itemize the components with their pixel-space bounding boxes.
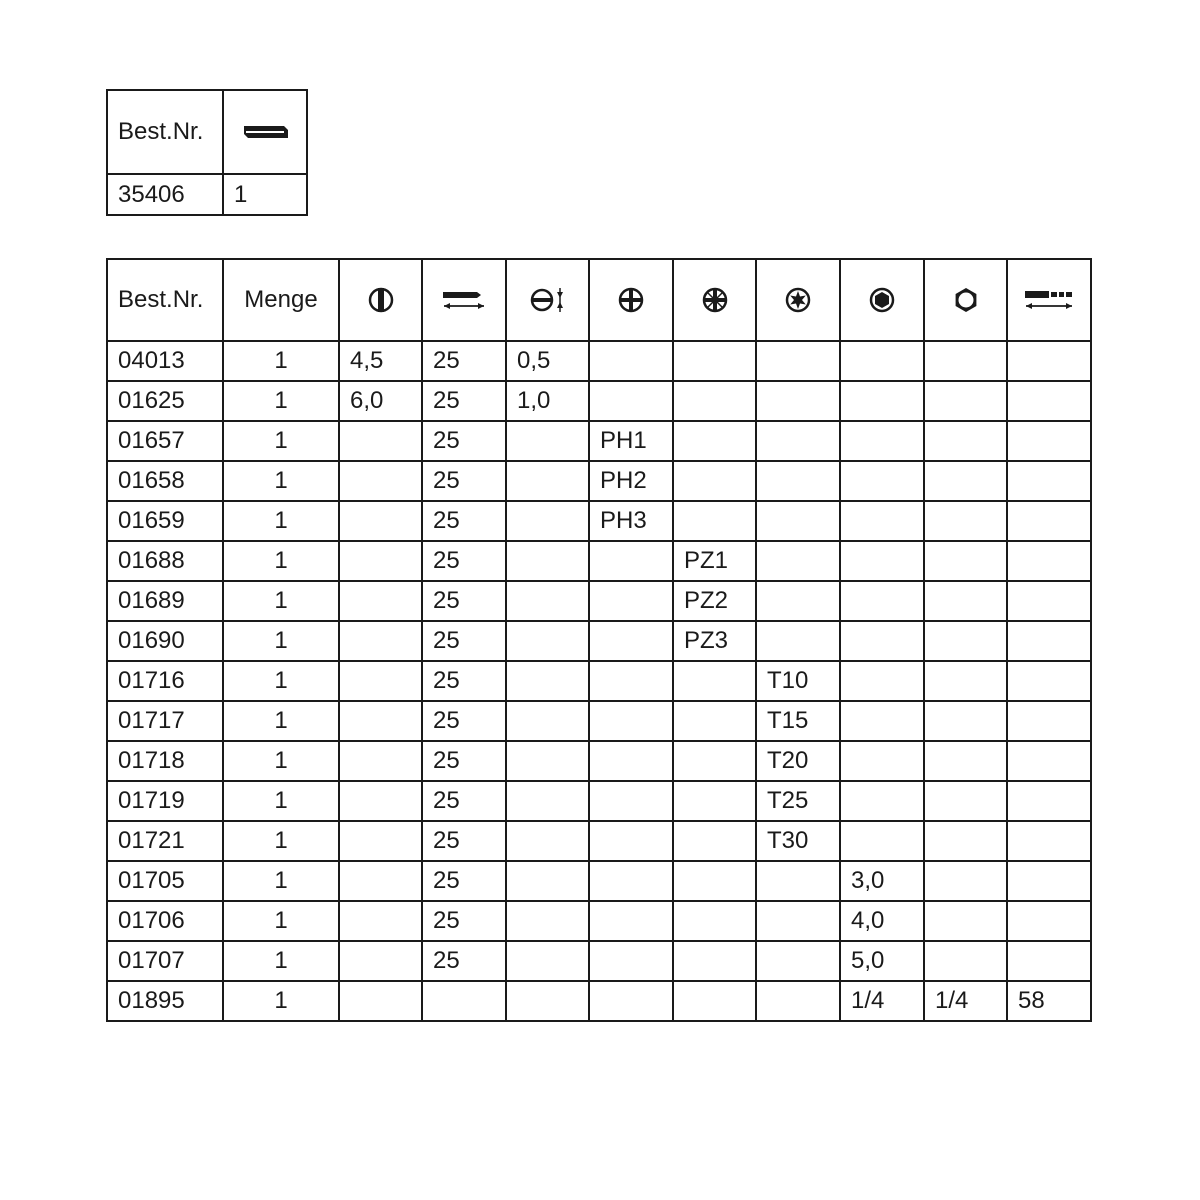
- table-row: [107, 861, 1091, 901]
- slot-width-cell: 4,5: [339, 341, 422, 381]
- hex-nut-size-cell: [924, 821, 1007, 861]
- pozidriv-size-cell: [673, 701, 756, 741]
- blade-thickness-cell: [506, 421, 589, 461]
- phillips-size-cell: [589, 381, 673, 421]
- best-nr-cell: 01689: [107, 581, 223, 621]
- best-nr-cell: 01659: [107, 501, 223, 541]
- phillips-size-cell: [589, 901, 673, 941]
- torx-size-cell: T20: [756, 741, 840, 781]
- slot-width-cell: [339, 541, 422, 581]
- slot-width-cell: [339, 501, 422, 541]
- slot-width-cell: [339, 861, 422, 901]
- slot-width-cell: [339, 941, 422, 981]
- slot-width-cell: [339, 421, 422, 461]
- menge-cell: 1: [223, 381, 339, 421]
- table-row: [107, 421, 1091, 461]
- set-best-nr-header: Best.Nr.: [107, 90, 223, 174]
- best-nr-cell: 01716: [107, 661, 223, 701]
- phillips-size-cell: PH2: [589, 461, 673, 501]
- menge-cell: 1: [223, 741, 339, 781]
- torx-size-cell: [756, 421, 840, 461]
- slotted-screw-icon: [339, 259, 422, 341]
- table-row: [107, 381, 1091, 421]
- menge-cell: 1: [223, 341, 339, 381]
- holder-length-cell: [1007, 741, 1091, 781]
- blade-thickness-cell: [506, 741, 589, 781]
- best-nr-header: Best.Nr.: [107, 259, 223, 341]
- holder-length-cell: [1007, 821, 1091, 861]
- length-cell: 25: [422, 941, 506, 981]
- phillips-size-cell: [589, 661, 673, 701]
- set-table: [106, 89, 308, 216]
- slot-width-cell: [339, 461, 422, 501]
- length-cell: 25: [422, 861, 506, 901]
- pozidriv-screw-icon: [673, 259, 756, 341]
- pozidriv-size-cell: [673, 941, 756, 981]
- hex-socket-size-cell: [840, 701, 924, 741]
- phillips-size-cell: [589, 541, 673, 581]
- menge-cell: 1: [223, 621, 339, 661]
- slot-width-cell: [339, 701, 422, 741]
- set-table-header-row: [107, 90, 307, 174]
- torx-size-cell: [756, 861, 840, 901]
- menge-cell: 1: [223, 781, 339, 821]
- holder-length-cell: [1007, 421, 1091, 461]
- length-cell: 25: [422, 701, 506, 741]
- blade-thickness-cell: [506, 581, 589, 621]
- hex-socket-size-cell: 3,0: [840, 861, 924, 901]
- slot-width-cell: [339, 581, 422, 621]
- slot-width-cell: [339, 621, 422, 661]
- set-qty-value: 1: [223, 174, 307, 215]
- torx-size-cell: [756, 901, 840, 941]
- torx-screw-icon: [756, 259, 840, 341]
- blade-thickness-cell: [506, 621, 589, 661]
- best-nr-cell: 01717: [107, 701, 223, 741]
- hex-socket-screw-icon: [840, 259, 924, 341]
- hex-socket-size-cell: [840, 821, 924, 861]
- slot-width-cell: [339, 901, 422, 941]
- hex-nut-size-cell: [924, 901, 1007, 941]
- blade-thickness-cell: [506, 701, 589, 741]
- pozidriv-size-cell: [673, 821, 756, 861]
- menge-cell: 1: [223, 421, 339, 461]
- phillips-size-cell: [589, 581, 673, 621]
- pozidriv-size-cell: [673, 341, 756, 381]
- best-nr-cell: 01690: [107, 621, 223, 661]
- hex-socket-size-cell: [840, 461, 924, 501]
- pozidriv-size-cell: PZ3: [673, 621, 756, 661]
- hex-socket-size-cell: [840, 541, 924, 581]
- pozidriv-size-cell: [673, 901, 756, 941]
- hex-socket-size-cell: 1/4: [840, 981, 924, 1021]
- slot-width-cell: [339, 821, 422, 861]
- phillips-size-cell: [589, 341, 673, 381]
- table-row: [107, 581, 1091, 621]
- length-cell: 25: [422, 661, 506, 701]
- menge-cell: 1: [223, 821, 339, 861]
- menge-cell: 1: [223, 701, 339, 741]
- length-cell: 25: [422, 461, 506, 501]
- hex-socket-size-cell: [840, 341, 924, 381]
- hex-socket-size-cell: [840, 661, 924, 701]
- torx-size-cell: [756, 341, 840, 381]
- table-row: [107, 941, 1091, 981]
- length-cell: 25: [422, 781, 506, 821]
- blade-thickness-cell: [506, 501, 589, 541]
- hex-socket-size-cell: [840, 741, 924, 781]
- length-cell: [422, 981, 506, 1021]
- length-cell: 25: [422, 581, 506, 621]
- holder-length-cell: [1007, 581, 1091, 621]
- hex-nut-size-cell: [924, 741, 1007, 781]
- table-row: [107, 174, 307, 215]
- torx-size-cell: [756, 381, 840, 421]
- pozidriv-size-cell: [673, 501, 756, 541]
- hex-nut-size-cell: [924, 661, 1007, 701]
- hex-nut-size-cell: [924, 781, 1007, 821]
- table-row: [107, 341, 1091, 381]
- torx-size-cell: [756, 541, 840, 581]
- table-row: [107, 781, 1091, 821]
- best-nr-cell: 01895: [107, 981, 223, 1021]
- bits-table: [106, 258, 1092, 1022]
- torx-size-cell: [756, 461, 840, 501]
- blade-thickness-cell: [506, 781, 589, 821]
- length-cell: 25: [422, 381, 506, 421]
- best-nr-cell: 01706: [107, 901, 223, 941]
- phillips-size-cell: PH1: [589, 421, 673, 461]
- table-row: [107, 661, 1091, 701]
- blade-thickness-cell: [506, 981, 589, 1021]
- phillips-size-cell: [589, 621, 673, 661]
- pozidriv-size-cell: [673, 781, 756, 821]
- hex-nut-size-cell: 1/4: [924, 981, 1007, 1021]
- holder-length-cell: [1007, 661, 1091, 701]
- hex-nut-icon: [924, 259, 1007, 341]
- holder-length-cell: [1007, 781, 1091, 821]
- hex-socket-size-cell: [840, 381, 924, 421]
- torx-size-cell: [756, 581, 840, 621]
- table-row: [107, 501, 1091, 541]
- best-nr-cell: 01658: [107, 461, 223, 501]
- best-nr-cell: 01705: [107, 861, 223, 901]
- slot-width-cell: [339, 981, 422, 1021]
- best-nr-cell: 01688: [107, 541, 223, 581]
- menge-header: Menge: [223, 259, 339, 341]
- table-row: [107, 821, 1091, 861]
- blade-thickness-cell: [506, 901, 589, 941]
- phillips-size-cell: [589, 981, 673, 1021]
- bit-holder-icon: [223, 90, 307, 174]
- blade-thickness-cell: [506, 541, 589, 581]
- hex-socket-size-cell: [840, 421, 924, 461]
- phillips-size-cell: [589, 781, 673, 821]
- blade-thickness-cell: 0,5: [506, 341, 589, 381]
- phillips-size-cell: [589, 701, 673, 741]
- length-cell: 25: [422, 341, 506, 381]
- table-row: [107, 981, 1091, 1021]
- hex-nut-size-cell: [924, 941, 1007, 981]
- length-cell: 25: [422, 821, 506, 861]
- menge-cell: 1: [223, 981, 339, 1021]
- slot-width-cell: [339, 781, 422, 821]
- holder-length-cell: [1007, 501, 1091, 541]
- blade-thickness-cell: [506, 821, 589, 861]
- hex-socket-size-cell: [840, 581, 924, 621]
- blade-thickness-cell: 1,0: [506, 381, 589, 421]
- hex-nut-size-cell: [924, 461, 1007, 501]
- length-cell: 25: [422, 741, 506, 781]
- menge-cell: 1: [223, 541, 339, 581]
- pozidriv-size-cell: PZ2: [673, 581, 756, 621]
- torx-size-cell: [756, 941, 840, 981]
- phillips-size-cell: [589, 821, 673, 861]
- hex-socket-size-cell: [840, 621, 924, 661]
- best-nr-cell: 01625: [107, 381, 223, 421]
- slot-width-cell: [339, 661, 422, 701]
- table-row: [107, 461, 1091, 501]
- holder-length-cell: [1007, 461, 1091, 501]
- hex-nut-size-cell: [924, 341, 1007, 381]
- holder-length-cell: [1007, 541, 1091, 581]
- best-nr-cell: 01721: [107, 821, 223, 861]
- blade-thickness-cell: [506, 461, 589, 501]
- menge-cell: 1: [223, 901, 339, 941]
- phillips-size-cell: PH3: [589, 501, 673, 541]
- torx-size-cell: [756, 501, 840, 541]
- holder-length-cell: [1007, 901, 1091, 941]
- hex-socket-size-cell: 5,0: [840, 941, 924, 981]
- slot-width-cell: [339, 741, 422, 781]
- menge-cell: 1: [223, 501, 339, 541]
- pozidriv-size-cell: [673, 661, 756, 701]
- hex-nut-size-cell: [924, 621, 1007, 661]
- hex-nut-size-cell: [924, 581, 1007, 621]
- set-best-nr-value: 35406: [107, 174, 223, 215]
- length-arrow-icon: [422, 259, 506, 341]
- menge-cell: 1: [223, 461, 339, 501]
- hex-nut-size-cell: [924, 501, 1007, 541]
- pozidriv-size-cell: [673, 461, 756, 501]
- holder-length-cell: [1007, 341, 1091, 381]
- pozidriv-size-cell: [673, 981, 756, 1021]
- torx-size-cell: [756, 621, 840, 661]
- torx-size-cell: T30: [756, 821, 840, 861]
- hex-socket-size-cell: [840, 781, 924, 821]
- hex-socket-size-cell: 4,0: [840, 901, 924, 941]
- pozidriv-size-cell: [673, 421, 756, 461]
- pozidriv-size-cell: [673, 861, 756, 901]
- table-row: [107, 901, 1091, 941]
- menge-cell: 1: [223, 581, 339, 621]
- hex-nut-size-cell: [924, 541, 1007, 581]
- phillips-size-cell: [589, 741, 673, 781]
- blade-thickness-cell: [506, 661, 589, 701]
- pozidriv-size-cell: [673, 381, 756, 421]
- slot-width-cell: 6,0: [339, 381, 422, 421]
- phillips-screw-icon: [589, 259, 673, 341]
- table-row: [107, 701, 1091, 741]
- hex-nut-size-cell: [924, 701, 1007, 741]
- holder-length-cell: [1007, 861, 1091, 901]
- pozidriv-size-cell: [673, 741, 756, 781]
- holder-length-cell: [1007, 381, 1091, 421]
- phillips-size-cell: [589, 861, 673, 901]
- best-nr-cell: 01719: [107, 781, 223, 821]
- best-nr-cell: 04013: [107, 341, 223, 381]
- torx-size-cell: T25: [756, 781, 840, 821]
- torx-size-cell: [756, 981, 840, 1021]
- menge-cell: 1: [223, 861, 339, 901]
- phillips-size-cell: [589, 941, 673, 981]
- pozidriv-size-cell: PZ1: [673, 541, 756, 581]
- table-row: [107, 541, 1091, 581]
- bit-holder-length-icon: [1007, 259, 1091, 341]
- best-nr-cell: 01657: [107, 421, 223, 461]
- length-cell: 25: [422, 541, 506, 581]
- holder-length-cell: [1007, 621, 1091, 661]
- length-cell: 25: [422, 421, 506, 461]
- hex-nut-size-cell: [924, 381, 1007, 421]
- holder-length-cell: [1007, 701, 1091, 741]
- torx-size-cell: T10: [756, 661, 840, 701]
- bits-table-body: [107, 341, 1091, 1021]
- holder-length-cell: 58: [1007, 981, 1091, 1021]
- hex-socket-size-cell: [840, 501, 924, 541]
- blade-thickness-cell: [506, 861, 589, 901]
- blade-thickness-cell: [506, 941, 589, 981]
- best-nr-cell: 01718: [107, 741, 223, 781]
- length-cell: 25: [422, 501, 506, 541]
- length-cell: 25: [422, 621, 506, 661]
- table-header-row: [107, 259, 1091, 341]
- table-row: [107, 621, 1091, 661]
- table-row: [107, 741, 1091, 781]
- menge-cell: 1: [223, 941, 339, 981]
- holder-length-cell: [1007, 941, 1091, 981]
- hex-nut-size-cell: [924, 861, 1007, 901]
- best-nr-cell: 01707: [107, 941, 223, 981]
- torx-size-cell: T15: [756, 701, 840, 741]
- blade-thickness-icon: [506, 259, 589, 341]
- menge-cell: 1: [223, 661, 339, 701]
- length-cell: 25: [422, 901, 506, 941]
- hex-nut-size-cell: [924, 421, 1007, 461]
